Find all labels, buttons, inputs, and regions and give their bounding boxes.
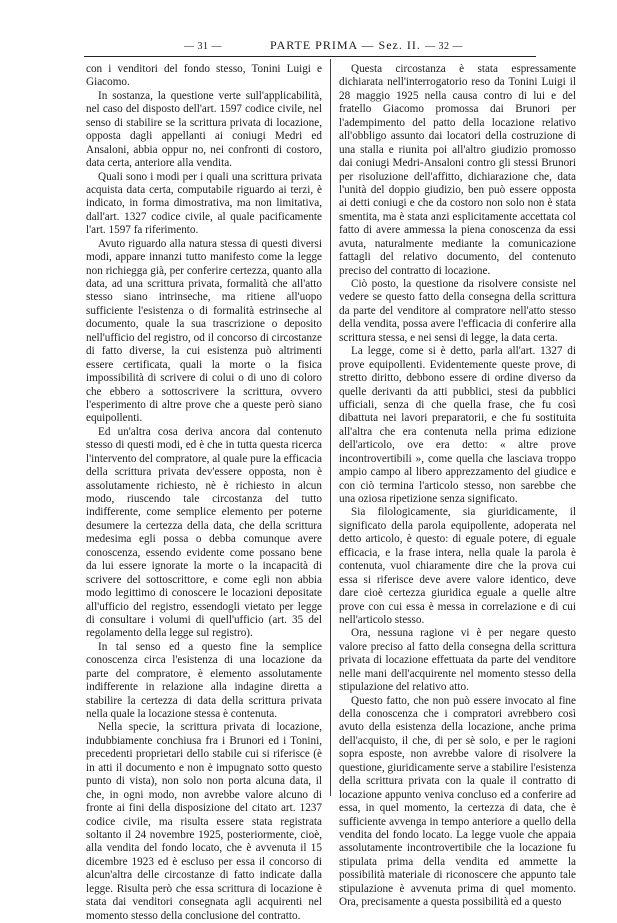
left-column (86, 63, 323, 922)
paragraph: La legge, come si è detto, parla all'art. 1327 di prove equipollenti. Evidentemente queste prove, di stretto diritto, debbono essere di ordine diverso da quelle derivanti da atti pubblici, stesi da pubblici ufficiali, senza di che quella frase, che fu così dibattuta nei lavori preparatorii, e che fu sostituita all'altra che era contenuta nella prima edizione dell'articolo, ove era detto: « altre prove incontrovertibili », come quella che lasciava troppo ampio campo al libero apprezzamento del giudice e con ciò termina l'articolo stesso, non sarebbe che una oziosa ripetizione senza significato. (339, 345, 576, 505)
paragraph: Ed un'altra cosa deriva ancora dal contenuto stesso di questi modi, ed è che in tutta questa ricerca l'intervento del compratore, al quale pure la efficacia della scrittura privata dev'essere opposta, non è assolutamente richiesto, nè è richiesto in alcun modo, riuscendo tale circostanza del tutto indifferente, come semplice elemento per poterne desumere la certezza della data, che della scrittura medesima egli possa o debba comunque avere conoscenza, essendo evidente come possano bene da lui essere ignorate la morte o la incapacità di scrivere del sottoscrittore, e come egli non abbia modo legittimo di conoscere le locazioni depositate all'ufficio del registro, essendogli vietato per legge di consultare i volumi di quell'ufficio (art. 35 del regolamento della legge sul registro). (86, 425, 323, 640)
right-column (339, 63, 576, 909)
paragraph: con i venditori del fondo stesso, Tonini Luigi e Giacomo. (86, 63, 322, 89)
column-divider (330, 59, 331, 796)
paragraph: Avuto riguardo alla natura stessa di questi diversi modi, appare innanzi tutto manifesto come la legge non richiegga già, per conferire certezza, quanto alla data, ad una scrittura privata, formalità che all'atto stesso siano intrinseche, ma ritiene all'uopo sufficiente l'esistenza o di formalità estrinseche al documento, quale la sua trascrizione o deposito nell'ufficio del registro, od il concorso di circostanze di fatto diverse, la cui esistenza può altrimenti essere certificata, quali la morte o la fisica impossibilità di scrivere di colui o di uno di coloro che ebbero a sottoscrivere la scrittura, ovvero l'esperimento di altre prove che a queste però siano equipollenti. (86, 237, 322, 425)
section-title: PARTE PRIMA — Sez. II. (270, 38, 421, 52)
paragraph: Quali sono i modi per i quali una scrittura privata acquista data certa, computabile riguardo ai terzi, è indicato, in forma dimostrativa, ma non limitativa, dall'art. 1327 codice civile, al quale pacificamente l'art. 1597 fa riferimento. (86, 170, 322, 237)
paragraph: Ciò posto, la questione da risolvere consiste nel vedere se questo fatto della consegna della scrittura da parte del venditore al compratore nell'atto stesso della vendita, possa avere l'efficacia di conferire alla scrittura stessa, e nei sensi di legge, la data certa. (339, 278, 576, 344)
paragraph: Nella specie, la scrittura privata di locazione, indubbiamente conchiusa fra i Brunori ed i Tonini, precedenti proprietari dello stabile cui si riferisce (è in atti il documento e non è impugnato sotto questo punto di vista), non solo non porta alcuna data, il che, in ogni modo, non avrebbe valore alcuno di fronte ai fini della disposizione del citato art. 1237 codice civile, ma risulta essere stata registrata soltanto il 24 novembre 1925, posteriormente, cioè, alla vendita del fondo locato, che è avvenuta il 15 dicembre 1923 ed è escluso per essa il concorso di alcun'altra delle circostanze di fatto indicate dalla legge. Risulta però che essa scrittura di locazione è stata dai venditori consegnata agli acquirenti nel momento stesso della conclusione del contratto. (86, 721, 322, 922)
header-rule (84, 56, 536, 57)
paragraph: In tal senso ed a questo fine la semplice conoscenza circa l'esistenza di una locazione da parte del compratore, è elemento assolutamente indifferente in relazione alla indagine diretta a stabilire la certezza di data della scrittura privata nella quale la locazione stessa è contenuta. (86, 640, 322, 720)
paragraph: Ora, nessuna ragione vi è per negare questo valore preciso al fatto della consegna della scrittura privata di locazione effettuata da parte del venditore nelle mani dell'acquirente nel momento stesso della stipulazione del relativo atto. (339, 627, 576, 694)
paragraph: In sostanza, la questione verte sull'applicabilità, nel caso del disposto dell'art. 1597 codice civile, nel senso di stabilire se la scrittura privata di locazione, opposta dagli appellanti ai coniugi Medri ed Ansaloni, abbia oppur no, nei confronti di costoro, data certa, anteriore alla vendita. (86, 89, 322, 170)
paragraph: Sia filologicamente, sia giuridicamente, il significato della parola equipollente, adoperata nel detto articolo, è questo: di eguale potere, di eguale efficacia, e la frase intera, nella quale la parola è contenuta, vuol chiaramente dire che la prova cui essa si riferisce deve avere valore identico, deve dare cioè certezza giuridica eguale a quelle altre prove con cui essa è messa in correlazione e di cui nell'articolo stesso. (339, 506, 576, 626)
running-header (80, 36, 535, 52)
paragraph: Questo fatto, che non può essere invocato al fine della conoscenza che i compratori avrebbero così avuto della esistenza della locazione, anche prima dell'acquisto, il che, di per sè solo, e per le ragioni sopra esposte, non avrebbe valore di risolvere la questione, giuridicamente serve a stabilire l'esistenza della scrittura privata con la quale il contratto di locazione appunto veniva concluso ed a conferire ad essa, in quel momento, la certezza di data, che è sufficiente avvenga in tempo anteriore a quello della vendita del fondo locato. La legge vuole che appaia assolutamente incontrovertibile che la locazione fu stipulata prima della vendita ed ammette la possibilità materiale di riconoscere che appunto tale stipulazione è avvenuta prima di quel momento. Ora, precisamente a questa possibilità ed a questo (339, 694, 576, 909)
paragraph: Questa circostanza è stata espressamente dichiarata nell'interrogatorio reso da Tonini Luigi il 28 maggio 1925 nella causa contro di lui e del fratello Giacomo promossa dai Brunori per l'adempimento del patto della locazione relativo all'obbligo assunto dai locatori della costruzione di una stalla e riunita poi all'altro giudizio promosso dai coniugi Medri-Ansaloni contro gli stessi Brunori per risoluzione dell'affitto, dichiarazione che, data l'unità del doppio giudizio, ben può essere opposta ai detti coniugi e che da costoro non solo non è stata smentita, ma è stata anzi esplicitamente accettata col fatto di avere ammessa la piena conoscenza da essi avuta, naturalmente mediante la comunicazione fattagli del relativo documento, del contenuto preciso del contratto di locazione. (339, 63, 576, 277)
page-number-right: — 32 — (425, 41, 463, 52)
page-number-left: — 31 — (184, 41, 222, 52)
